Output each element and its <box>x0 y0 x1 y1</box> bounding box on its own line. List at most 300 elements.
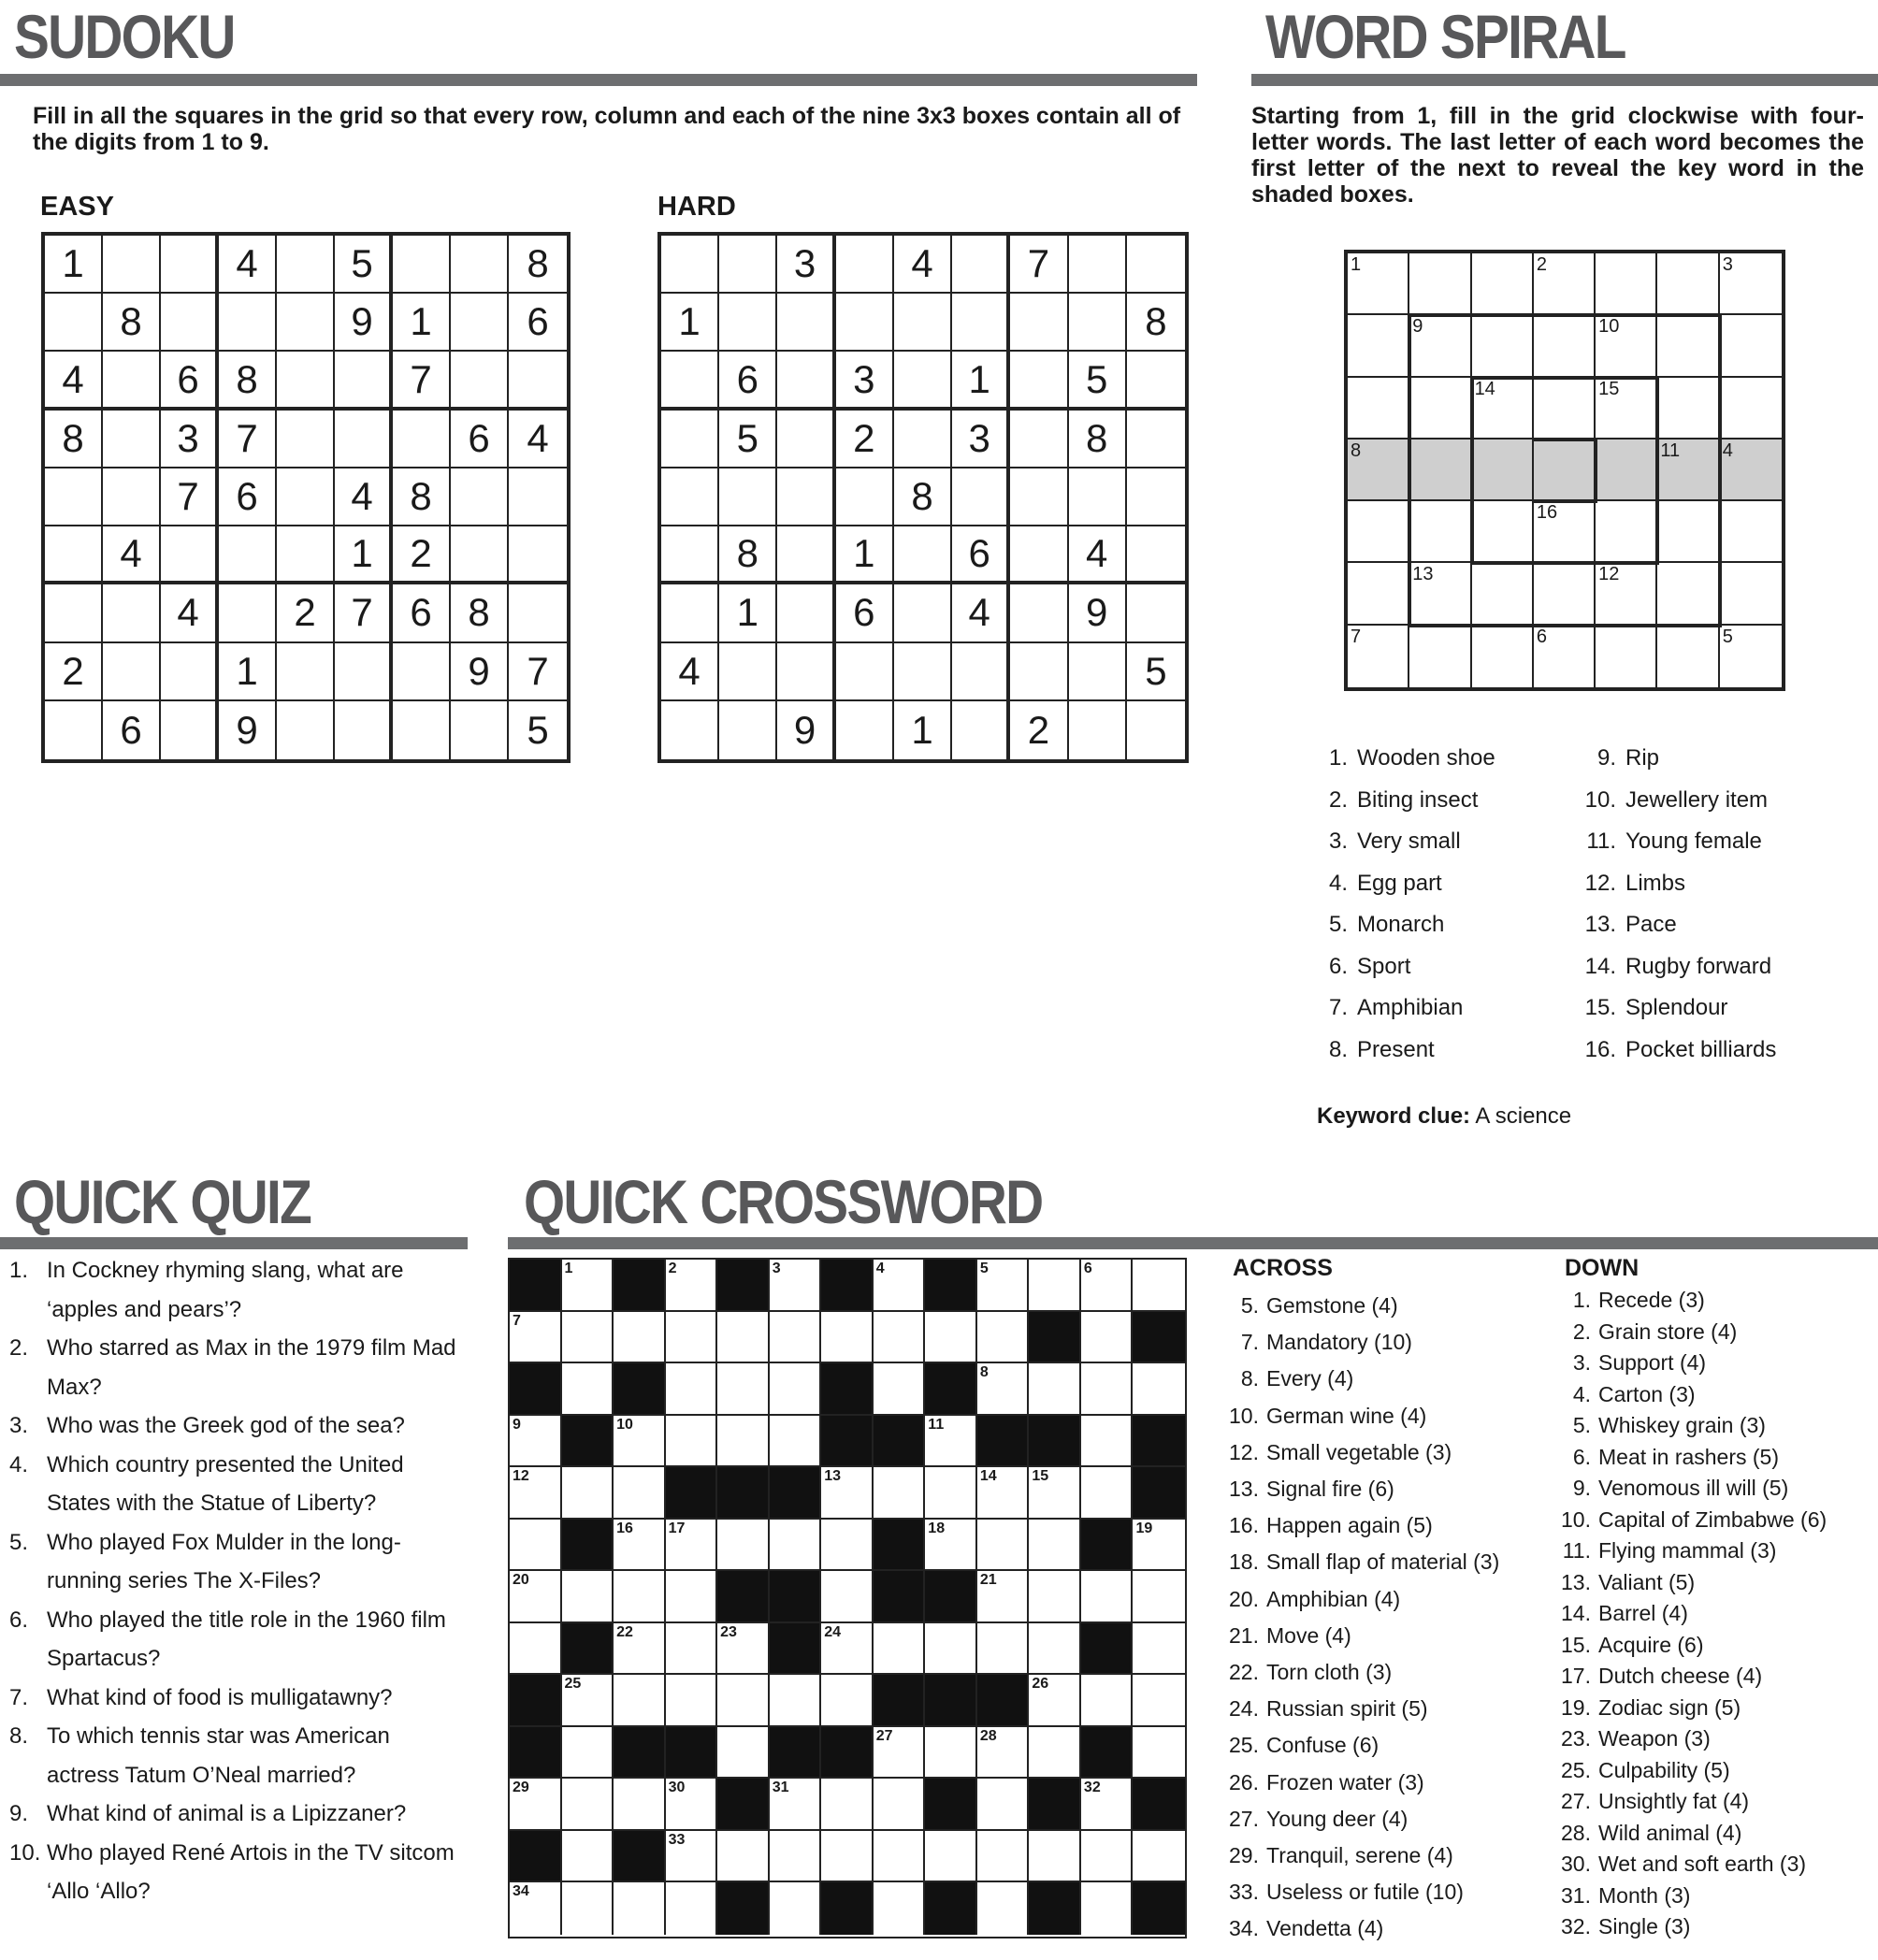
sudoku-easy-cell[interactable] <box>277 701 335 759</box>
sudoku-easy-cell[interactable] <box>451 352 509 410</box>
crossword-cell[interactable] <box>1133 1675 1185 1727</box>
crossword-cell[interactable] <box>925 1623 977 1676</box>
sudoku-easy-cell[interactable]: 7 <box>509 643 567 701</box>
spiral-cell[interactable] <box>1409 501 1471 563</box>
sudoku-easy-cell[interactable] <box>509 526 567 584</box>
across-clue-number: 26. <box>1229 1769 1259 1794</box>
crossword-cell[interactable] <box>614 1571 666 1623</box>
spiral-cell[interactable] <box>1657 626 1719 687</box>
crossword-block <box>1133 1416 1185 1468</box>
crossword-cell[interactable] <box>562 1363 614 1416</box>
crossword-cell[interactable] <box>770 1882 822 1935</box>
spiral-cell[interactable] <box>1720 501 1782 563</box>
sudoku-hard-cell[interactable] <box>1127 526 1185 584</box>
sudoku-hard-cell[interactable] <box>777 643 835 701</box>
sudoku-easy-cell[interactable] <box>45 526 103 584</box>
sudoku-easy-cell[interactable] <box>335 352 393 410</box>
spiral-clue-number: 1. <box>1328 745 1348 771</box>
spiral-cell[interactable] <box>1596 253 1657 315</box>
sudoku-easy-cell[interactable]: 4 <box>509 411 567 468</box>
crossword-cell[interactable] <box>666 1882 718 1935</box>
crossword-cell[interactable] <box>874 1779 926 1831</box>
sudoku-easy-cell[interactable] <box>45 584 103 642</box>
sudoku-easy-cell[interactable]: 9 <box>451 643 509 701</box>
spiral-cell[interactable] <box>1472 315 1534 377</box>
spiral-cell[interactable] <box>1409 626 1471 687</box>
crossword-cell[interactable] <box>821 1779 874 1831</box>
sudoku-hard-cell[interactable] <box>952 236 1010 294</box>
crossword-cell[interactable] <box>925 1831 977 1883</box>
sudoku-easy-cell[interactable] <box>219 294 277 352</box>
spiral-number: 12 <box>1598 564 1620 585</box>
sudoku-hard-cell[interactable]: 3 <box>777 236 835 294</box>
sudoku-hard-cell[interactable] <box>1010 294 1068 352</box>
sudoku-easy-cell[interactable] <box>103 584 161 642</box>
crossword-cell[interactable] <box>1081 1467 1134 1520</box>
sudoku-easy-cell[interactable]: 8 <box>103 294 161 352</box>
sudoku-easy-cell[interactable] <box>161 701 219 759</box>
crossword-cell[interactable] <box>821 1312 874 1364</box>
crossword-cell[interactable] <box>925 1312 977 1364</box>
sudoku-hard-cell[interactable] <box>1127 584 1185 642</box>
crossword-cell[interactable] <box>874 1882 926 1935</box>
crossword-cell[interactable] <box>874 1623 926 1676</box>
sudoku-easy-cell[interactable]: 6 <box>393 584 451 642</box>
sudoku-hard-cell[interactable]: 1 <box>836 526 894 584</box>
sudoku-hard-cell[interactable] <box>777 411 835 468</box>
sudoku-easy-cell[interactable]: 8 <box>393 468 451 526</box>
crossword-cell[interactable] <box>770 1363 822 1416</box>
sudoku-easy-cell[interactable] <box>451 701 509 759</box>
sudoku-hard-cell[interactable] <box>777 526 835 584</box>
crossword-cell[interactable] <box>562 1727 614 1780</box>
sudoku-easy-cell[interactable]: 1 <box>393 294 451 352</box>
sudoku-easy-cell[interactable] <box>277 352 335 410</box>
sudoku-hard-cell[interactable] <box>661 468 719 526</box>
spiral-cell[interactable] <box>1472 253 1534 315</box>
sudoku-hard-cell[interactable] <box>719 236 777 294</box>
sudoku-easy-cell[interactable] <box>103 352 161 410</box>
sudoku-easy-cell[interactable] <box>393 236 451 294</box>
sudoku-easy-cell[interactable]: 2 <box>45 643 103 701</box>
sudoku-hard-cell[interactable]: 1 <box>719 584 777 642</box>
spiral-cell[interactable] <box>1596 501 1657 563</box>
spiral-cell[interactable] <box>1534 315 1596 377</box>
sudoku-hard-cell[interactable] <box>1069 468 1127 526</box>
sudoku-hard-cell[interactable] <box>952 643 1010 701</box>
sudoku-hard-cell[interactable] <box>894 584 952 642</box>
crossword-cell[interactable] <box>977 1882 1030 1935</box>
sudoku-easy-cell[interactable] <box>103 468 161 526</box>
crossword-cell[interactable] <box>666 1312 718 1364</box>
crossword-cell[interactable] <box>717 1312 770 1364</box>
sudoku-easy-cell[interactable]: 7 <box>161 468 219 526</box>
spiral-cell[interactable] <box>1348 563 1409 625</box>
sudoku-easy-cell[interactable] <box>161 294 219 352</box>
sudoku-hard-cell[interactable] <box>777 584 835 642</box>
sudoku-hard-cell[interactable]: 5 <box>1127 643 1185 701</box>
sudoku-easy-cell[interactable]: 8 <box>509 236 567 294</box>
sudoku-hard-cell[interactable] <box>719 643 777 701</box>
spiral-cell[interactable] <box>1596 440 1657 501</box>
crossword-cell[interactable] <box>717 1520 770 1572</box>
sudoku-easy-cell[interactable] <box>393 643 451 701</box>
spiral-cell[interactable] <box>1657 253 1719 315</box>
sudoku-hard-cell[interactable] <box>952 701 1010 759</box>
sudoku-easy-cell[interactable] <box>393 701 451 759</box>
sudoku-hard-cell[interactable] <box>1010 411 1068 468</box>
sudoku-easy-cell[interactable] <box>161 236 219 294</box>
sudoku-easy-cell[interactable] <box>509 468 567 526</box>
spiral-cell[interactable] <box>1657 315 1719 377</box>
spiral-cell[interactable] <box>1720 315 1782 377</box>
spiral-cell[interactable] <box>1534 563 1596 625</box>
crossword-cell[interactable] <box>562 1831 614 1883</box>
sudoku-hard-cell[interactable] <box>1127 352 1185 410</box>
down-clue-number: 27. <box>1561 1789 1591 1813</box>
crossword-cell[interactable] <box>1133 1831 1185 1883</box>
spiral-cell[interactable] <box>1348 378 1409 440</box>
spiral-cell[interactable] <box>1720 378 1782 440</box>
sudoku-easy-cell[interactable] <box>45 294 103 352</box>
sudoku-hard-cell[interactable]: 7 <box>1010 236 1068 294</box>
sudoku-hard-cell[interactable]: 1 <box>952 352 1010 410</box>
crossword-cell[interactable] <box>1081 1675 1134 1727</box>
sudoku-easy-cell[interactable] <box>277 526 335 584</box>
sudoku-easy-cell[interactable] <box>277 294 335 352</box>
crossword-cell[interactable] <box>666 1571 718 1623</box>
crossword-cell[interactable] <box>1029 1623 1081 1676</box>
crossword-cell[interactable] <box>1029 1363 1081 1416</box>
sudoku-hard-cell[interactable] <box>661 236 719 294</box>
crossword-cell[interactable] <box>614 1882 666 1935</box>
spiral-cell[interactable] <box>1348 501 1409 563</box>
sudoku-hard-cell[interactable]: 8 <box>894 468 952 526</box>
spiral-cell[interactable] <box>1409 440 1471 501</box>
sudoku-easy-cell[interactable] <box>103 643 161 701</box>
sudoku-easy-cell[interactable] <box>277 236 335 294</box>
sudoku-easy-cell[interactable] <box>45 468 103 526</box>
crossword-cell[interactable] <box>1081 1363 1134 1416</box>
crossword-cell[interactable] <box>821 1831 874 1883</box>
sudoku-hard-cell[interactable] <box>1069 236 1127 294</box>
sudoku-hard-cell[interactable] <box>836 643 894 701</box>
sudoku-hard-cell[interactable] <box>1010 643 1068 701</box>
sudoku-hard-cell[interactable]: 4 <box>952 584 1010 642</box>
crossword-cell[interactable] <box>1133 1260 1185 1312</box>
sudoku-hard-cell[interactable] <box>836 701 894 759</box>
sudoku-hard-cell[interactable] <box>894 411 952 468</box>
crossword-cell[interactable] <box>977 1779 1030 1831</box>
sudoku-hard-cell[interactable] <box>1010 526 1068 584</box>
sudoku-hard-cell[interactable] <box>1127 236 1185 294</box>
sudoku-easy-cell[interactable] <box>335 701 393 759</box>
crossword-cell[interactable] <box>977 1831 1030 1883</box>
sudoku-easy-cell[interactable]: 4 <box>103 526 161 584</box>
across-clue-text: Torn cloth (3) <box>1266 1660 1393 1685</box>
crossword-cell[interactable] <box>666 1363 718 1416</box>
sudoku-hard-cell[interactable] <box>719 294 777 352</box>
sudoku-easy-cell[interactable] <box>161 526 219 584</box>
crossword-cell[interactable] <box>614 1675 666 1727</box>
sudoku-easy-cell[interactable] <box>509 352 567 410</box>
crossword-cell[interactable] <box>614 1467 666 1520</box>
sudoku-hard-cell[interactable] <box>1069 701 1127 759</box>
spiral-cell[interactable] <box>1472 440 1534 501</box>
down-clue <box>1557 1818 1827 1850</box>
across-clue-number: 18. <box>1229 1549 1259 1575</box>
spiral-cell[interactable] <box>1596 626 1657 687</box>
crossword-cell[interactable] <box>977 1520 1030 1572</box>
crossword-cell[interactable] <box>977 1312 1030 1364</box>
sudoku-hard-cell[interactable] <box>661 584 719 642</box>
sudoku-easy-cell[interactable]: 4 <box>219 236 277 294</box>
crossword-cell[interactable] <box>1029 1727 1081 1780</box>
sudoku-hard-cell[interactable] <box>836 294 894 352</box>
crossword-cell[interactable] <box>1133 1623 1185 1676</box>
crossword-cell[interactable] <box>1029 1571 1081 1623</box>
sudoku-easy-cell[interactable] <box>219 584 277 642</box>
spiral-cell[interactable] <box>1409 253 1471 315</box>
sudoku-hard-cell[interactable] <box>777 294 835 352</box>
sudoku-hard-cell[interactable] <box>1010 584 1068 642</box>
sudoku-hard-cell[interactable] <box>894 352 952 410</box>
sudoku-hard-cell[interactable]: 6 <box>836 584 894 642</box>
sudoku-easy-cell[interactable] <box>451 294 509 352</box>
crossword-cell[interactable] <box>717 1675 770 1727</box>
crossword-cell[interactable] <box>1029 1260 1081 1312</box>
sudoku-hard-cell[interactable] <box>777 352 835 410</box>
crossword-cell[interactable] <box>562 1467 614 1520</box>
sudoku-hard-cell[interactable] <box>952 468 1010 526</box>
sudoku-easy-cell[interactable]: 2 <box>393 526 451 584</box>
sudoku-hard-cell[interactable] <box>1127 411 1185 468</box>
crossword-cell[interactable] <box>1133 1727 1185 1780</box>
spiral-cell[interactable] <box>1472 626 1534 687</box>
sudoku-easy-cell[interactable]: 8 <box>45 411 103 468</box>
sudoku-easy-cell[interactable] <box>103 236 161 294</box>
crossword-cell[interactable] <box>717 1831 770 1883</box>
crossword-cell[interactable] <box>770 1831 822 1883</box>
sudoku-easy-cell[interactable] <box>451 526 509 584</box>
sudoku-easy-cell[interactable]: 4 <box>335 468 393 526</box>
sudoku-hard-cell[interactable]: 8 <box>1127 294 1185 352</box>
sudoku-hard-cell[interactable] <box>1010 352 1068 410</box>
crossword-cell[interactable] <box>874 1312 926 1364</box>
sudoku-easy-cell[interactable]: 4 <box>45 352 103 410</box>
sudoku-hard-cell[interactable]: 8 <box>1069 411 1127 468</box>
down-clue-number: 31. <box>1561 1882 1591 1908</box>
sudoku-hard-cell[interactable]: 9 <box>777 701 835 759</box>
spiral-cell[interactable] <box>1472 563 1534 625</box>
crossword-block <box>562 1520 614 1572</box>
crossword-cell[interactable] <box>770 1416 822 1468</box>
sudoku-easy-cell[interactable]: 8 <box>451 584 509 642</box>
sudoku-hard-cell[interactable] <box>894 643 952 701</box>
crossword-cell[interactable] <box>510 1520 562 1572</box>
sudoku-hard-cell[interactable] <box>836 236 894 294</box>
crossword-cell[interactable] <box>614 1312 666 1364</box>
sudoku-hard-cell[interactable]: 2 <box>836 411 894 468</box>
crossword-cell[interactable] <box>1029 1831 1081 1883</box>
sudoku-hard-cell[interactable] <box>661 701 719 759</box>
sudoku-easy-cell[interactable]: 9 <box>219 701 277 759</box>
sudoku-hard-cell[interactable]: 4 <box>661 643 719 701</box>
sudoku-easy-cell[interactable]: 6 <box>103 701 161 759</box>
sudoku-easy-cell[interactable] <box>277 411 335 468</box>
sudoku-hard-cell[interactable] <box>1069 294 1127 352</box>
sudoku-easy-cell[interactable] <box>335 411 393 468</box>
crossword-cell[interactable] <box>717 1363 770 1416</box>
sudoku-easy-cell[interactable]: 1 <box>219 643 277 701</box>
crossword-cell[interactable] <box>666 1416 718 1468</box>
crossword-cell[interactable] <box>770 1675 822 1727</box>
across-clue-text: Frozen water (3) <box>1266 1769 1424 1794</box>
sudoku-hard-cell[interactable] <box>719 701 777 759</box>
spiral-cell[interactable] <box>1534 378 1596 440</box>
sudoku-hard-cell[interactable]: 3 <box>836 352 894 410</box>
crossword-cell[interactable] <box>562 1571 614 1623</box>
crossword-cell[interactable] <box>717 1727 770 1780</box>
sudoku-hard-cell[interactable] <box>836 468 894 526</box>
crossword-cell[interactable] <box>1081 1571 1134 1623</box>
spiral-cell[interactable] <box>1657 501 1719 563</box>
crossword-cell[interactable] <box>925 1467 977 1520</box>
down-clue <box>1557 1661 1827 1693</box>
sudoku-hard-cell[interactable] <box>1069 643 1127 701</box>
crossword-block <box>770 1467 822 1520</box>
across-clue-text: Young deer (4) <box>1266 1806 1408 1831</box>
crossword-number: 23 <box>720 1623 737 1640</box>
spiral-clue-number: 11. <box>1586 829 1616 854</box>
sudoku-easy-cell[interactable] <box>277 643 335 701</box>
sudoku-easy-cell[interactable] <box>451 236 509 294</box>
crossword-cell[interactable] <box>1029 1520 1081 1572</box>
crossword-cell[interactable] <box>1133 1363 1185 1416</box>
crossword-cell[interactable] <box>821 1675 874 1727</box>
sudoku-easy-cell[interactable]: 5 <box>527 707 549 752</box>
sudoku-hard-cell[interactable]: 4 <box>894 236 952 294</box>
sudoku-hard-cell[interactable] <box>777 468 835 526</box>
sudoku-easy-cell[interactable] <box>103 411 161 468</box>
sudoku-easy-cell[interactable]: 7 <box>219 411 277 468</box>
sudoku-easy-cell[interactable]: 6 <box>161 352 219 410</box>
sudoku-easy-cell[interactable]: 7 <box>393 352 451 410</box>
down-clue-number: 19. <box>1561 1694 1591 1720</box>
sudoku-hard-cell[interactable]: 5 <box>719 411 777 468</box>
sudoku-easy-cell[interactable]: 5 <box>335 236 393 294</box>
sudoku-hard-cell[interactable]: 6 <box>719 352 777 410</box>
sudoku-hard-cell[interactable]: 1 <box>894 701 952 759</box>
sudoku-easy-cell[interactable]: 6 <box>451 411 509 468</box>
sudoku-easy-cell[interactable]: 8 <box>219 352 277 410</box>
sudoku-hard-cell[interactable] <box>1127 468 1185 526</box>
crossword-cell[interactable] <box>770 1520 822 1572</box>
spiral-cell[interactable] <box>1534 440 1596 501</box>
sudoku-hard-cell[interactable]: 3 <box>952 411 1010 468</box>
sudoku-easy-cell[interactable]: 6 <box>219 468 277 526</box>
crossword-cell[interactable] <box>666 1675 718 1727</box>
sudoku-hard-cell[interactable]: 6 <box>952 526 1010 584</box>
sudoku-easy-cell[interactable]: 9 <box>335 294 393 352</box>
crossword-number: 8 <box>979 1364 989 1381</box>
quiz-question <box>9 1834 468 1911</box>
spiral-cell[interactable] <box>1472 501 1534 563</box>
crossword-cell[interactable] <box>614 1779 666 1831</box>
crossword-cell[interactable] <box>666 1623 718 1676</box>
crossword-cell[interactable] <box>562 1779 614 1831</box>
sudoku-hard-cell[interactable]: 1 <box>661 294 719 352</box>
sudoku-easy-cell[interactable] <box>45 701 103 759</box>
crossword-cell[interactable] <box>821 1571 874 1623</box>
sudoku-easy-cell[interactable] <box>161 643 219 701</box>
crossword-cell[interactable] <box>1081 1831 1134 1883</box>
crossword-cell[interactable] <box>874 1363 926 1416</box>
sudoku-easy-cell[interactable] <box>277 468 335 526</box>
sudoku-easy-cell[interactable] <box>335 643 393 701</box>
sudoku-hard-cell[interactable] <box>1127 701 1185 759</box>
sudoku-hard-cell[interactable] <box>661 352 719 410</box>
sudoku-easy-cell[interactable]: 4 <box>161 584 219 642</box>
spiral-cell[interactable] <box>1657 563 1719 625</box>
crossword-cell[interactable] <box>770 1312 822 1364</box>
down-clue-text: Zodiac sign (5) <box>1598 1694 1741 1720</box>
sudoku-hard-cell[interactable] <box>952 294 1010 352</box>
crossword-number: 14 <box>979 1468 997 1485</box>
sudoku-hard-cell[interactable]: 4 <box>1069 526 1127 584</box>
sudoku-hard-cell[interactable] <box>894 526 952 584</box>
sudoku-hard-cell[interactable]: 9 <box>1069 584 1127 642</box>
crossword-cell[interactable] <box>925 1727 977 1780</box>
sudoku-easy-cell[interactable] <box>219 526 277 584</box>
spiral-cell[interactable] <box>1720 563 1782 625</box>
sudoku-easy-cell[interactable]: 1 <box>45 236 103 294</box>
sudoku-hard-cell[interactable]: 2 <box>1010 701 1068 759</box>
sudoku-hard-cell[interactable] <box>719 468 777 526</box>
sudoku-hard-cell[interactable] <box>661 411 719 468</box>
sudoku-easy-cell[interactable]: 6 <box>509 294 567 352</box>
crossword-cell[interactable] <box>510 1623 562 1676</box>
crossword-cell[interactable] <box>874 1467 926 1520</box>
crossword-cell[interactable] <box>821 1520 874 1572</box>
crossword-cell[interactable] <box>717 1416 770 1468</box>
crossword-cell[interactable] <box>1081 1416 1134 1468</box>
crossword-cell[interactable] <box>562 1312 614 1364</box>
sudoku-easy-cell[interactable]: 3 <box>161 411 219 468</box>
spiral-cell[interactable] <box>1348 315 1409 377</box>
crossword-cell[interactable] <box>1081 1882 1134 1935</box>
sudoku-easy-cell[interactable] <box>393 411 451 468</box>
sudoku-hard-cell[interactable] <box>894 294 952 352</box>
sudoku-easy-cell[interactable]: 7 <box>335 584 393 642</box>
sudoku-hard-cell[interactable]: 8 <box>719 526 777 584</box>
sudoku-easy-cell[interactable] <box>509 584 567 642</box>
crossword-cell[interactable] <box>1081 1312 1134 1364</box>
sudoku-easy-cell[interactable] <box>451 468 509 526</box>
sudoku-easy-cell[interactable]: 1 <box>335 526 393 584</box>
crossword-cell[interactable] <box>1133 1571 1185 1623</box>
crossword-cell[interactable] <box>562 1882 614 1935</box>
sudoku-hard-cell[interactable] <box>1010 468 1068 526</box>
sudoku-hard-cell[interactable]: 5 <box>1069 352 1127 410</box>
sudoku-hard-cell[interactable] <box>661 526 719 584</box>
spiral-cell[interactable] <box>1657 378 1719 440</box>
sudoku-easy-cell[interactable]: 2 <box>277 584 335 642</box>
spiral-cell[interactable] <box>1409 378 1471 440</box>
crossword-cell[interactable] <box>874 1831 926 1883</box>
crossword-number: 18 <box>928 1520 946 1536</box>
crossword-cell[interactable] <box>977 1623 1030 1676</box>
